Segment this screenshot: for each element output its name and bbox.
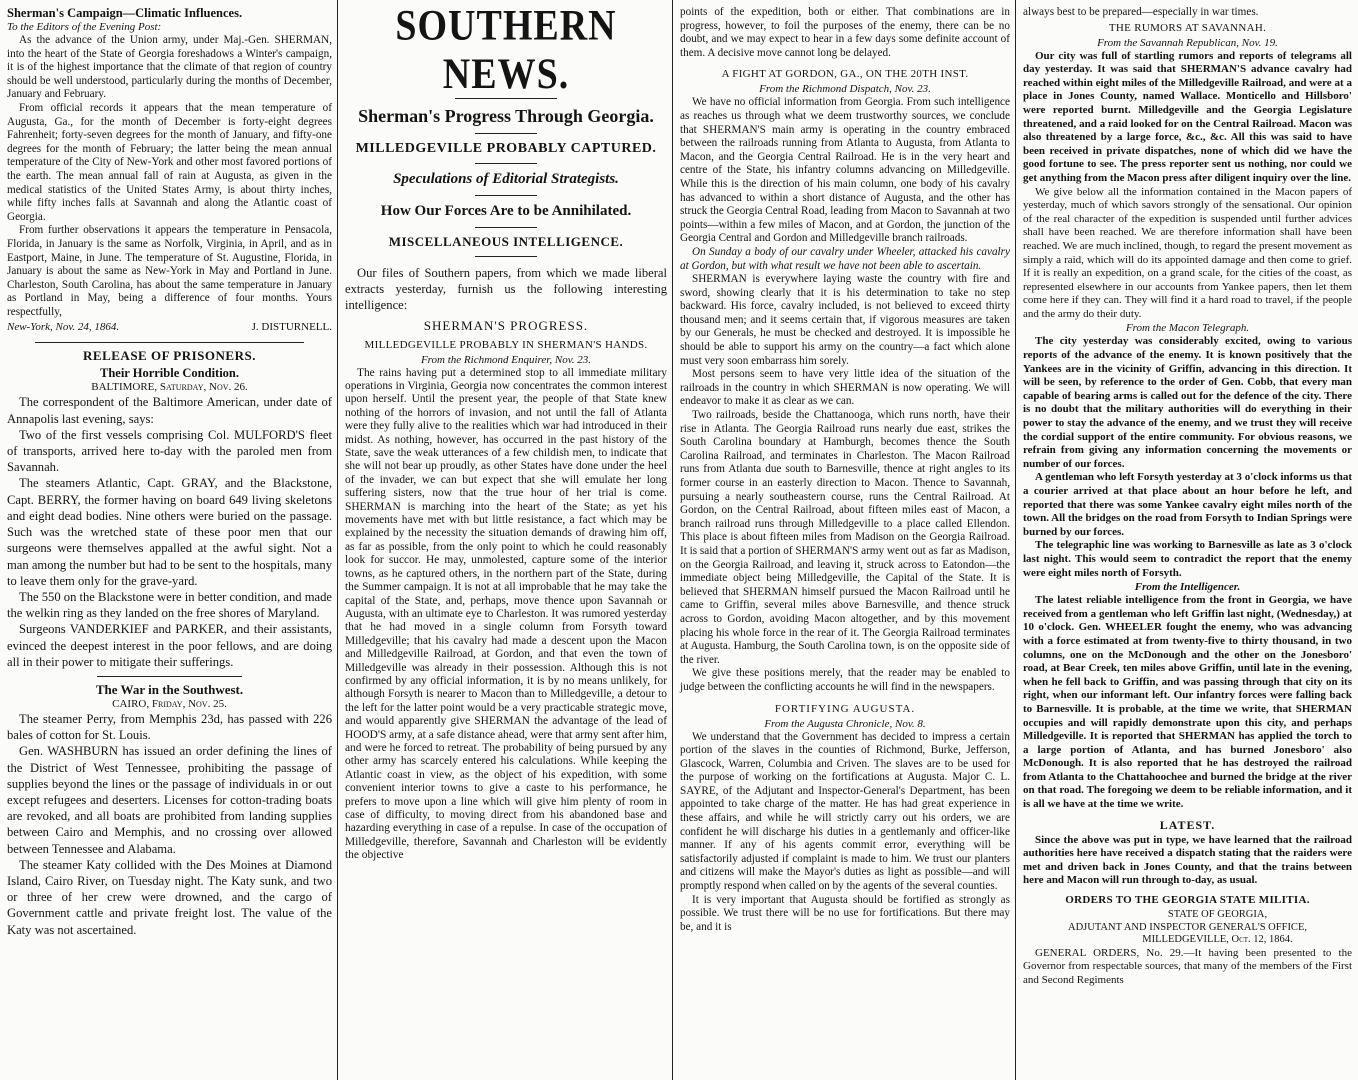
headline: A FIGHT AT GORDON, GA., ON THE 20TH INST. bbox=[721, 68, 969, 81]
article-source: From the Intelligencer. bbox=[1134, 581, 1241, 594]
headline: ORDERS TO THE GEORGIA STATE MILITIA. bbox=[1065, 894, 1310, 907]
headline: How Our Forces Are to be Annihilated. bbox=[380, 203, 632, 219]
article-paragraph: The steamer Katy collided with the Des Moines at Diamond Island, Cairo River, on Tuesday night. The Katy sunk, and two or three of her crew were drowned, and the cargo of Government cattle and private freight lost. The value of the Katy was not ascertained. bbox=[7, 857, 332, 937]
article-paragraph: It is very important that Augusta should be fortified as strongly as possible. We trust there will be no use for fortifications. But there may be, and it is bbox=[680, 893, 1010, 933]
article-paragraph: Surgeons VANDERKIEF and PARKER, and their assistants, evinced the deepest interest in the poor fellows, and are doing all in their power to mitigate their sufferings. bbox=[7, 622, 332, 669]
article-title: Sherman's Campaign—Climatic Influences. bbox=[7, 6, 243, 20]
headline-divider bbox=[475, 256, 537, 257]
signature-name: J. DISTURNELL. bbox=[251, 321, 332, 334]
article-paragraph: Our files of Southern papers, from which we made liberal extracts yesterday, furnish us the following interesting intelligence: bbox=[345, 266, 667, 313]
article-paragraph: The rains having put a determined stop to all immediate military operations in Virginia, Georgia now concentrates the common interest upon herself. Until the present year, the people of that State knew nothing of the horrors of invasion, and not until the fall of Atlanta were they fully alive to the realities which war had introduced in their midst. As nothing, however, has occurred in the past history of the State, save the weak utterances of a few childish men, to indicate that she will not bear up proudly, as other States have done under the heel of the invader, we can but expect that she will emulate her long suffering sisters, now that the true hour of her trial is come. SHERMAN is marching into the heart of the State; as yet his movements have met with but little resistance, a fact which may be explained by the necessity the situation demands of drawing him off, as far as possible, from the only point to which he could reasonably look for succor. He may, unmolested, capture some of the interior towns, as he captured others, in the northern part of the State, during the Summer campaign. It is not at all improbable that he may take the capital of the State, and, perhaps, move thence upon Savannah or Augusta, with an ultimate eye to Charleston. It was rumored yesterday that he had moved in a single column from Forsyth toward Milledgeville; that his cavalry had made a descent upon the Macon and Milledgeville Railroad, at Gordon, and that even the town of Milledgeville was already in their possession. Although this is not confirmed by any official information, it is by no means unlikely, for although Forsyth is nearer to Macon than to Milledgeville, a detour to the left for the latter point would be a very practicable strategic move, and would apparently give SHERMAN the advantage of the lead of HOOD'S army, at a safe distance ahead, were that army sent after him, and were he forced to retreat. The probability of being pursued by any other army has scarcely entered his calculations. While keeping the Atlantic coast in view, as the object of his expedition, with some convenient interior towns to give a caste to his performance, he prefers to move upon a line which will give him plenty of room in case of difficulty, to moving direct from his abandoned base and hazarding everything in case of a repulse. In case of the occupation of Milledgeville, therefore, Savannah and Charleston will be evidently the objective bbox=[345, 366, 667, 862]
headline: SHERMAN'S PROGRESS. bbox=[423, 317, 589, 333]
article-paragraph: The correspondent of the Baltimore American, under date of Annapolis last evening, says: bbox=[7, 395, 332, 426]
headline: FORTIFYING AUGUSTA. bbox=[774, 702, 916, 715]
article-paragraph: The steamer Perry, from Memphis 23d, has passed with 226 bales of cotton for St. Louis. bbox=[7, 711, 332, 743]
article-source: From the Richmond Enquirer, Nov. 23. bbox=[420, 353, 592, 366]
article-paragraph: points of the expedition, both or either. That combinations are in progress, however, to foil the purposes of the enemy, there can be no doubt, and we may expect to hear in a few days some definite account of them. A decisive move cannot long be delayed. bbox=[680, 6, 1010, 59]
article-paragraph: always best to be prepared—especially in war times. bbox=[1023, 6, 1259, 18]
headline-divider bbox=[475, 195, 537, 196]
article-source: From the Macon Telegraph. bbox=[1125, 322, 1250, 335]
article-paragraph: A gentleman who left Forsyth yesterday at 3 o'clock informs us that a courier arrived at that place about an hour before he left, and reported that there was some Yankee cavalry eight miles north of the town. All the bridges on the road from Forsyth to Indian Springs were burned by our forces. bbox=[1023, 471, 1352, 538]
article-divider bbox=[97, 676, 242, 677]
article-source: From the Richmond Dispatch, Nov. 23. bbox=[759, 83, 931, 96]
order-header bbox=[1023, 909, 1352, 947]
signature-place: New-York, Nov. 24, 1864. bbox=[7, 321, 120, 334]
headline: MILLEDGEVILLE PROBABLY IN SHERMAN'S HANDS. bbox=[364, 338, 648, 351]
order-line: STATE OF GEORGIA, bbox=[1167, 909, 1268, 921]
article-title: RELEASE OF PRISONERS. bbox=[83, 348, 256, 364]
article-paragraph: The telegraphic line was working to Barnesville as late as 3 o'clock last night. This would seem to contradict the report that the enemy were eight miles north of Forsyth. bbox=[1023, 539, 1352, 579]
article-paragraph: The latest reliable intelligence from the front in Georgia, we have received from a gentleman who left Griffin last night, (Wednesday,) at 10 o'clock. Gen. WHEELER fought the enemy, who was advancing with a force estimated at from twenty-five to thirty thousand, in two columns, one on the McDonough and the other on the Jonesboro' road, at Bear Creek, ten miles above Griffin, until late in the evening, when he fell back to Griffin, and was passing through that city on its right, when our informant left. Our infantry forces were falling back to Barnesville. It is probable, at the time we write, that SHERMAN occupies and will rapidly demonstrate upon this city, and perhaps Milledgeville. It is reported that SHERMAN has applied the torch to a large portion of Atlanta, and has burned Jonesboro' also McDonough. It is also reported that he has destroyed the railroad from Atlanta to the Chattahoochee and burned the bridge at the river on that road. The foregoing we deem to be reliable information, and it is all we have at the time we write. bbox=[1023, 594, 1352, 811]
headline: MILLEDGEVILLE PROBABLY CAPTURED. bbox=[355, 141, 657, 156]
headline: THE RUMORS AT SAVANNAH. bbox=[1108, 21, 1267, 34]
article-paragraph: The city yesterday was considerably excited, owing to various reports of the advance of the enemy. It is known positively that the Yankees are in the vicinity of Griffin, advancing in this direction. It will be seen, by reference to the order of Gen. Cobb, that every man capable of bearing arms is called out for the defence of the city. There is no doubt that the military authorities will do everything in their power to stay the advance of the enemy, and we trust they will receive the cordial support of the entire community. For obvious reasons, we refrain from giving any information concerning the movements or number of our forces. bbox=[1023, 335, 1352, 470]
article-divider bbox=[35, 342, 304, 343]
column-2 bbox=[338, 0, 672, 1080]
article-paragraph: The steamers Atlantic, Capt. GRAY, and the Blackstone, Capt. BERRY, the former having on board 649 living skeletons and eight dead bodies. Nine others were buried on the passage. Such was the wretched state of these poor men that our surgeons were themselves appalled at the awful sight. Not a man among the number but had to be sent to the hospitals, many to leave them only for the grave-yard. bbox=[7, 476, 332, 588]
article-paragraph: From further observations it appears the temperature in Pensacola, Florida, in January is the same as Norfolk, Virginia, in April, and as in Eastport, Maine, in June. The temperature of St. Augustine, Florida, in January is about the same as New-York in May and Portland in June. Charleston, South Carolina, has about the same temperature in January as Portland in May, being a difference of four months. Yours respectfully, bbox=[7, 224, 332, 318]
article-paragraph: Gen. WASHBURN has issued an order defining the lines of the District of West Tennessee, prohibiting the passage of supplies beyond the lines or the passage of individuals in or out except refugees and deserters. Licenses for cotton-trading boats are revoked, and all boats are prohibited from landing supplies between Cairo and Memphis, and no crossing over allowed between Tennessee and Alabama. bbox=[7, 744, 332, 856]
article-paragraph: We give below all the information contained in the Macon papers of yesterday, much of which savors strongly of the sensational. Our opinion of the real character of the expedition is suspended until further advices shall have been reached. We are therefore information shall have been reached. We are much inclined, though, to regard the present movement as simply a raid, which will do its appointed damage and then come to grief. If it is really an expedition, on a grand scale, for the cities of the coast, as represented elsewhere in our accounts from Yankee papers, then let them come here if they can. They will find it a hard road to travel, if the people and the army do their duty. bbox=[1023, 185, 1352, 320]
article-title: The War in the Southwest. bbox=[95, 681, 244, 697]
article-paragraph: Two railroads, beside the Chattanooga, which runs north, have their rise in Atlanta. The Georgia Railroad runs nearly due east, strikes the South Carolina boundary at Hamburgh, becomes thence the South Carolina Railroad, and terminates in Charleston. The Macon Railroad runs from Atlanta due south to Barnesville, thence at right angles to its former course in an easterly direction to Macon. Thence to Savannah, pursuing a nearly southeastern course, runs the Central Railroad. At Gordon, on the Central Railroad, about fifteen miles east of Macon, a branch railroad runs through Milledgeville to a place called Ellendon. This place is about fifteen miles from Madison on the Georgia Railroad. It is said that a portion of SHERMAN'S army went out as far as Madison, on the Georgia Railroad, and leaving it, struck across to Eatondon—the immediate object being Milledgeville, the Capital of the State. It is believed that SHERMAN himself pursued the Macon Railroad until he came to Griffin, several miles above Barnesville, and thence struck across to Gordon, avoiding Macon altogether, and by this movement placing his whole force in the rear of it. The Georgia Railroad terminates at Augusta. Hamburg, the South Carolina town, is on the opposite side of the river. bbox=[680, 409, 1010, 666]
column-4 bbox=[1016, 0, 1358, 1080]
article-source: From the Savannah Republican, Nov. 19. bbox=[1097, 36, 1278, 49]
article-salutation: To the Editors of the Evening Post: bbox=[7, 21, 162, 33]
article-paragraph: We give these positions merely, that the reader may be enabled to judge between the conflicting accounts he will find in the newspapers. bbox=[680, 667, 1010, 693]
article-paragraph: Most persons seem to have very little idea of the situation of the railroads in the country in which SHERMAN is now operating. We will endeavor to make it as clear as we can. bbox=[680, 368, 1010, 408]
headline: MISCELLANEOUS INTELLIGENCE. bbox=[388, 234, 624, 249]
headline-divider bbox=[475, 133, 537, 134]
article-paragraph: As the advance of the Union army, under Maj.-Gen. SHERMAN, into the heart of the State of Georgia foreshadows a Winter's campaign, it is of the highest importance that the climate of that region of country should be well understood, particularly during the months of December, January and February. bbox=[7, 34, 332, 101]
article-source: From the Augusta Chronicle, Nov. 8. bbox=[764, 717, 926, 730]
article-dateline: CAIRO, Friday, Nov. 25. bbox=[112, 697, 227, 710]
headline-divider bbox=[475, 163, 537, 164]
article-paragraph: The 550 on the Blackstone were in better condition, and made the welkin ring as they landed on the free shores of Maryland. bbox=[7, 589, 332, 621]
article-subtitle: Their Horrible Condition. bbox=[99, 366, 239, 381]
article-paragraph: On Sunday a body of our cavalry under Wheeler, attacked his cavalry at Gordon, but with what result we have not been able to ascertain. bbox=[680, 245, 1010, 272]
masthead: SOUTHERN NEWS. bbox=[395, 1, 617, 99]
headline: Sherman's Progress Through Georgia. bbox=[358, 106, 654, 126]
article-paragraph: We have no official information from Georgia. From such intelligence as reaches us through what we deem trustworthy sources, we conclude that SHERMAN'S main army is operating in the country embraced between the railroads running from Atlanta to Augusta, from Atlanta to Macon, and the Georgia Central Railroad. He is in the very heart and centre of the State, his infantry columns advancing on Milledgeville. While this is the direction of his main column, one body of his cavalry has advanced to within a short distance of Augusta, and the other has struck the Georgia Central Road, leading from Macon to Savannah at two points—within a few miles of Macon, and at Gordon, the junction of the Georgia Central and Gordon and Milledgeville branch railroads. bbox=[680, 96, 1010, 245]
article-paragraph: SHERMAN is everywhere laying waste the country with fire and sword, showing clearly that it is his determination to take no step backward. His force, cavalry included, is not believed to exceed thirty thousand men; and it seems certain that, if vigorous measures are taken by our Generals, he must be checked and destroyed. It is impossible he should be able to support his army on the country—a fact which alone must very soon embarrass him sorely. bbox=[680, 273, 1010, 367]
headline-divider bbox=[475, 227, 537, 228]
column-1 bbox=[0, 0, 337, 1080]
headline: Speculations of Editorial Strategists. bbox=[393, 171, 619, 187]
headline: LATEST. bbox=[1159, 817, 1216, 832]
order-line: ADJUTANT AND INSPECTOR GENERAL'S OFFICE, bbox=[1068, 921, 1307, 933]
article-paragraph: We understand that the Government has decided to impress a certain portion of the slaves in the counties of Richmond, Burke, Jefferson, Glascock, Warren, Columbia and Criven. The slaves are to be used for the purpose of working on the fortifications at Augusta. Major C. L. SAYRE, of the Adjutant and Inspector-General's Department, has been appointed to take charge of the matter. He has had great experience in these affairs, and while he will strictly carry out his orders, we are confident he will discharge his duties in a gentlemanly and officer-like manner. If any of his agents commit error, everything will be satisfactorily adjusted if complaint is made to him. We trust our planters and citizens will make the Mayor's duties as light as possible—and will promptly respond when called on by the agents of the several counties. bbox=[680, 730, 1010, 893]
article-dateline: BALTIMORE, Saturday, Nov. 26. bbox=[91, 381, 248, 394]
order-line: MILLEDGEVILLE, Oct. 12, 1864. bbox=[1142, 934, 1293, 946]
column-3 bbox=[673, 0, 1015, 1080]
article-paragraph: Since the above was put in type, we have learned that the railroad authorities here have received a dispatch stating that the raiders were met and driven back in Jones County, and that the trains between here and Macon will run through to-day, as usual. bbox=[1023, 833, 1352, 887]
article-paragraph: Our city was full of startling rumors and reports of telegrams all day yesterday. It was said that SHERMAN'S advance cavalry had reached within eight miles of the Milledgeville Railroad, and were at a place in Jones County, named Wallace. Monticello and Hillsboro' were reported burnt. Milledgeville and the Georgia Legislature threatened, and a raid looked for on the Central Railroad. Macon was also threatened by a large force, &c., &c. All this was said to have been received in private dispatches, none of which did we have the good fortune to see. The press reporter sent us nothing, nor could we get anything from the Macon press after diligent inquiry over the line. bbox=[1023, 49, 1352, 184]
signature-line bbox=[7, 321, 332, 334]
article-paragraph: Two of the first vessels comprising Col. MULFORD'S fleet of transports, arrived here to-day with the paroled men from Savannah. bbox=[7, 427, 332, 475]
article-paragraph: GENERAL ORDERS, No. 29.—It having been presented to the Governor from respectable sources, that many of the members of the First and Second Regiments bbox=[1023, 946, 1352, 986]
article-paragraph: From official records it appears that the mean temperature of Augusta, Ga., for the month of December is forty-eight degrees Fahrenheit; forty-seven degrees for the month of January, and fifty-one degrees for the month of February; the latter being the mean annual temperature of the City of New-York and other most favored portions of the earth. The mean annual fall of rain at Augusta, as given in the medical statistics of the United States Army, is about thirty inches, while fifty inches falls at Savannah and along the Atlantic coast of Georgia. bbox=[7, 101, 332, 223]
